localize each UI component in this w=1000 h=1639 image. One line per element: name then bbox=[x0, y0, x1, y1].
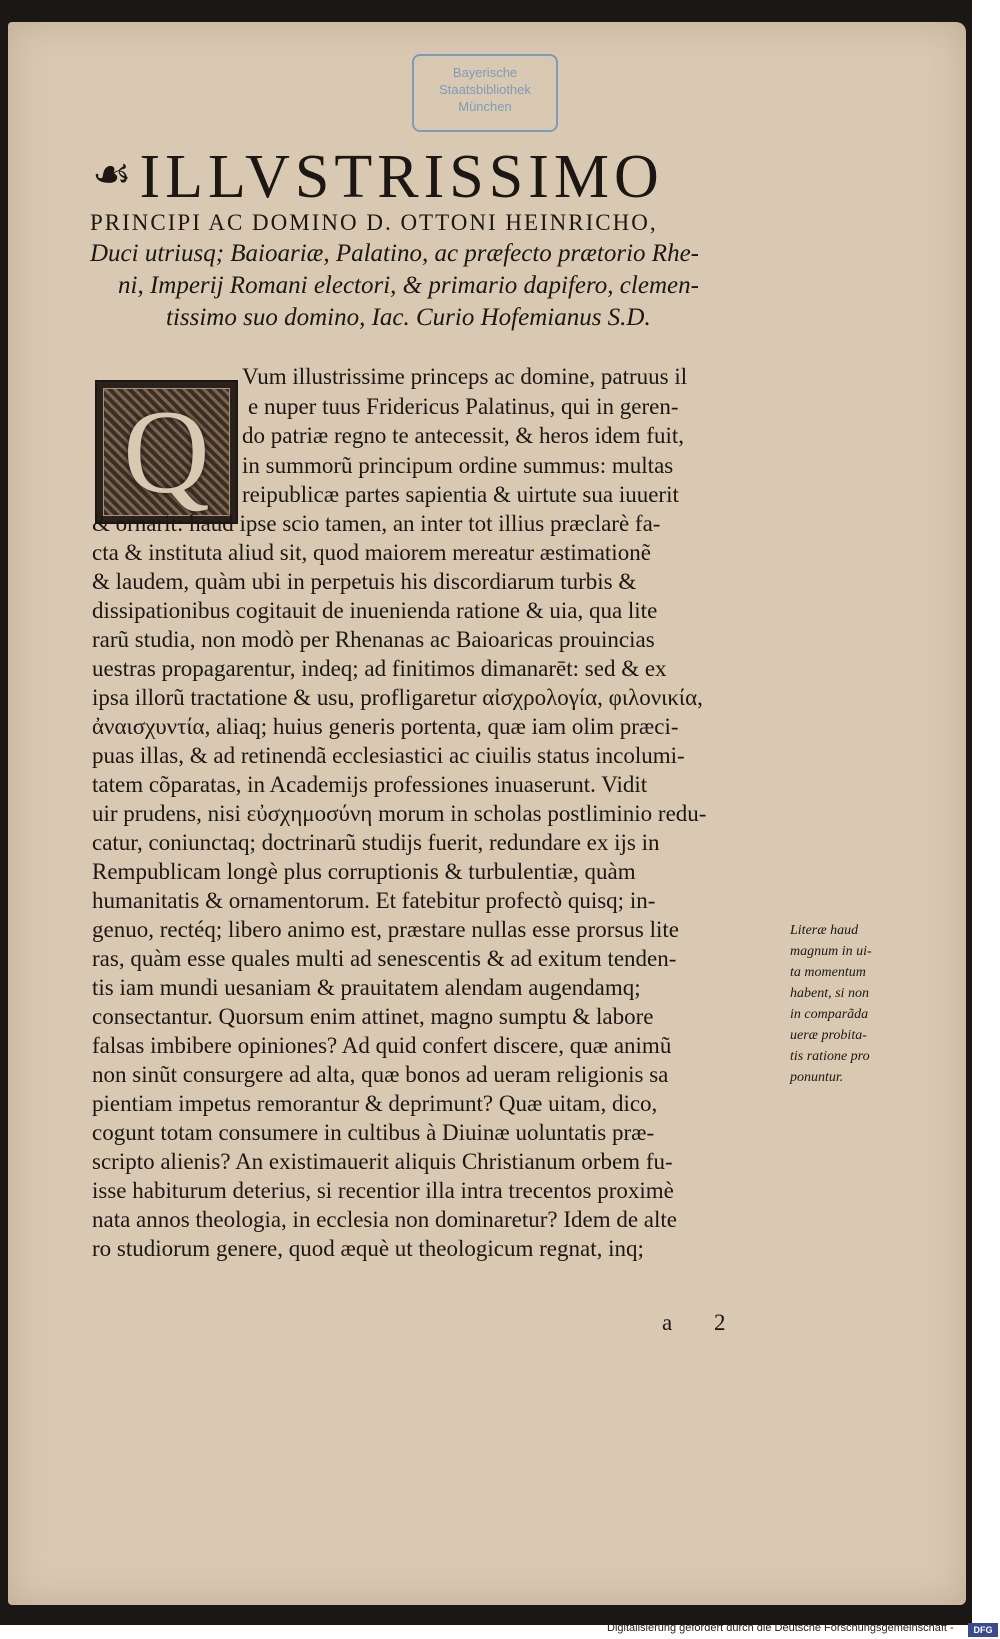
title-text: ILLVSTRISSIMO bbox=[139, 143, 664, 211]
stamp-line-2: Staatsbibliothek bbox=[439, 82, 531, 97]
margin-note-line: Literæ haud bbox=[790, 923, 859, 938]
body-line: e nuper tuus Fridericus Palatinus, qui in geren- bbox=[248, 394, 679, 419]
body-line: genuo, rectéq; libero animo est, præstare nullas esse prorsus lite bbox=[92, 917, 679, 942]
body-line: nata annos theologia, in ecclesia non dominaretur? Idem de alte bbox=[92, 1207, 677, 1232]
body-line: ἀναισχυντία, aliaq; huius generis portenta, quæ iam olim præci- bbox=[92, 714, 679, 739]
marginal-note bbox=[790, 920, 910, 1088]
body-line: in summorũ principum ordine summus: multas bbox=[242, 453, 674, 478]
body-line: do patriæ regno te antecessit, & heros idem fuit, bbox=[242, 423, 684, 448]
body-line: ras, quàm esse quales multi ad senescentis & ad exitum tenden- bbox=[92, 946, 677, 971]
body-line: cta & instituta aliud sit, quod maiorem mereatur æstimationẽ bbox=[92, 540, 651, 565]
margin-note-line: ponuntur. bbox=[790, 1070, 844, 1085]
body-line: Vum illustrissime princeps ac domine, patruus il bbox=[242, 364, 688, 389]
signature-mark: a 2 bbox=[662, 1310, 744, 1335]
body-line: Rempublicam longè plus corruptionis & turbulentiæ, quàm bbox=[92, 859, 636, 884]
body-line: tatem cõparatas, in Academijs professiones inuaserunt. Vidit bbox=[92, 772, 648, 797]
body-line: reipublicæ partes sapientia & uirtute sua iuuerit bbox=[242, 482, 679, 507]
body-line: scripto alienis? An existimauerit aliquis Christianum orbem fu- bbox=[92, 1149, 673, 1174]
body-line: uestras propagarentur, indeq; ad finitimos dimanarēt: sed & ex bbox=[92, 656, 667, 681]
margin-note-line: habent, si non bbox=[790, 986, 869, 1001]
body-line: & ornarit: haud ipse scio tamen, an inter tot illius præclarè fa- bbox=[92, 511, 661, 536]
fleuron-icon: ☙ bbox=[92, 150, 132, 199]
body-line: & laudem, quàm ubi in perpetuis his discordiarum turbis & bbox=[92, 569, 637, 594]
body-line: dissipationibus cogitauit de inuenienda ratione & uia, qua lite bbox=[92, 598, 658, 623]
margin-note-line: ta momentum bbox=[790, 965, 866, 980]
library-stamp bbox=[412, 54, 558, 132]
margin-note-line: magnum in ui- bbox=[790, 944, 872, 959]
body-line: rarũ studia, non modò per Rhenanas ac Baioaricas prouincias bbox=[92, 627, 655, 652]
digitization-footer: Digitalisierung gefördert durch die Deutsche Forschungsgemeinschaft - bbox=[607, 1622, 954, 1634]
body-line: catur, coniunctaq; doctrinarũ studijs fuerit, redundare ex ijs in bbox=[92, 830, 660, 855]
margin-note-line: in comparãda bbox=[790, 1007, 869, 1022]
dfg-logo: DFG bbox=[968, 1623, 998, 1637]
body-line: uir prudens, nisi εὐσχημοσύνη morum in scholas postliminio redu- bbox=[92, 801, 707, 826]
body-line: ro studiorum genere, quod æquè ut theologicum regnat, inq; bbox=[92, 1236, 644, 1261]
body-line: puas illas, & ad retinendã ecclesiastici ac ciuilis status incolumi- bbox=[92, 743, 685, 768]
initial-letter: Q bbox=[123, 385, 210, 518]
body-line: falsas imbibere opiniones? Ad quid confert discere, quæ animũ bbox=[92, 1033, 672, 1058]
body-line: tis iam mundi uesaniam & prauitatem alendam augendamq; bbox=[92, 975, 641, 1000]
body-line: non sinũt consurgere ad alta, quæ bonos ad ueram religionis sa bbox=[92, 1062, 669, 1087]
decorated-initial bbox=[95, 380, 238, 524]
page-title bbox=[92, 142, 792, 213]
body-line: ipsa illorũ tractatione & usu, profligaretur αἰσχρολογία, φιλονικία, bbox=[92, 685, 703, 710]
dedication-line-3: ni, Imperij Romani electori, & primario dapifero, clemen- bbox=[118, 272, 699, 299]
margin-note-line: ueræ probita- bbox=[790, 1028, 867, 1043]
dedication-line-1: PRINCIPI AC DOMINO D. OTTONI HEINRICHO, bbox=[90, 210, 658, 235]
stamp-line-3: München bbox=[458, 99, 512, 114]
body-line: isse habiturum deterius, si recentior illa intra trecentos proximè bbox=[92, 1178, 674, 1203]
body-line: humanitatis & ornamentorum. Et fatebitur profectò quisq; in- bbox=[92, 888, 656, 913]
dedication-line-2: Duci utriusq; Baioariæ, Palatino, ac præfecto prætorio Rhe- bbox=[90, 240, 699, 267]
body-line: consectantur. Quorsum enim attinet, magno sumptu & labore bbox=[92, 1004, 654, 1029]
body-line: cogunt totam consumere in cultibus à Diuinæ uoluntatis præ- bbox=[92, 1120, 655, 1145]
body-line: pientiam impetus remorantur & deprimunt? Quæ uitam, dico, bbox=[92, 1091, 658, 1116]
dedication-line-4: tissimo suo domino, Iac. Curio Hofemianus S.D. bbox=[166, 304, 651, 331]
margin-note-line: tis ratione pro bbox=[790, 1049, 870, 1064]
stamp-line-1: Bayerische bbox=[452, 65, 518, 80]
